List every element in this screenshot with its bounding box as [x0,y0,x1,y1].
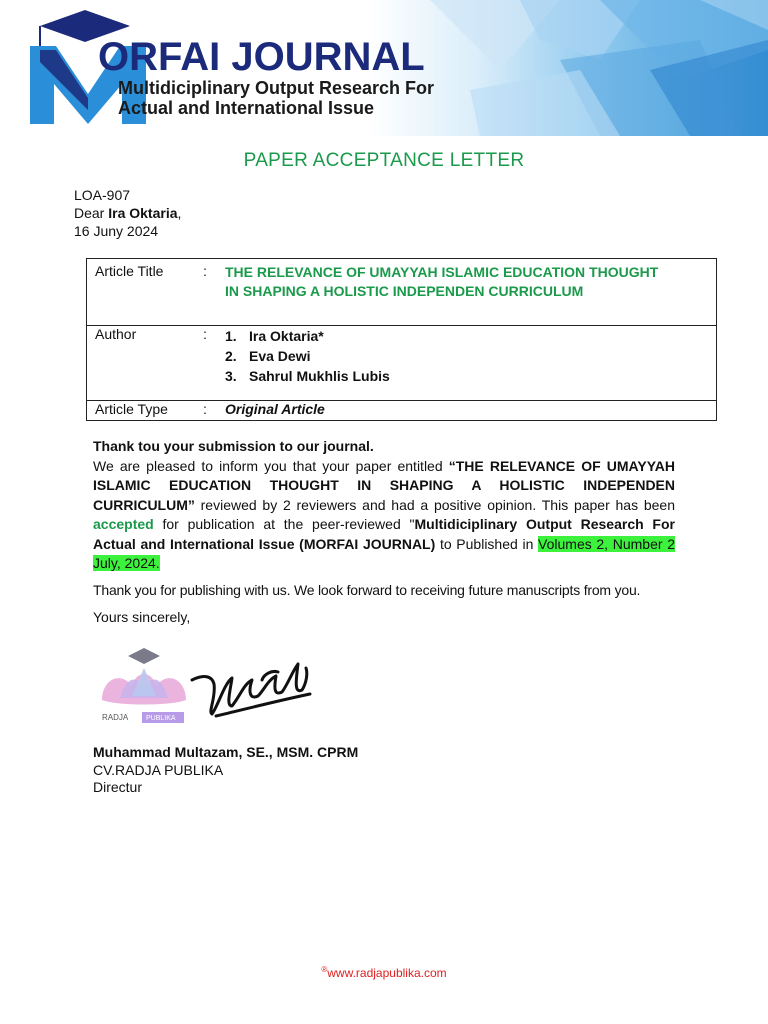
thanks-line: Thank tou your submission to our journal. [93,438,374,454]
colon: : [203,326,207,342]
signer-role: Directur [93,779,143,795]
author-name: Sahrul Mukhlis Lubis [249,368,390,384]
journal-name: ORFAI JOURNAL [98,35,425,79]
salutation-suffix: , [177,205,182,221]
article-type-row [87,401,717,421]
stamp-text-radja: RADJA [102,713,129,722]
author-name: Ira Oktaria* [249,328,324,344]
colon: : [203,401,207,417]
author-number: 1. [225,328,237,344]
closing-paragraph: Thank you for publishing with us. We look forward to receiving future manuscripts from you. [93,581,641,598]
footer-url[interactable]: www.radjapublika.com [327,966,447,980]
footer [0,965,768,980]
paragraph-text: to Published in [435,535,539,552]
author-row [87,326,717,401]
list-item [225,326,716,346]
author-list [225,326,716,386]
paragraph-text: reviewed by 2 reviewers and had a positive opinion. This paper has been [194,496,675,513]
radja-publika-stamp [102,648,186,723]
paragraph-text: We are pleased to inform you that your paper entitled [93,457,449,474]
paragraph-text: for publication at the peer-reviewed " [153,516,415,532]
article-title-line-2: IN SHAPING A HOLISTIC INDEPENDEN CURRICULUM [225,283,584,299]
volume-highlight: Volumes 2, Number 2 July, 2024. [93,535,675,571]
article-title-label: Article Title [95,263,164,279]
registered-mark: ® [321,965,328,974]
article-info-table [86,258,717,421]
article-title-line-1: THE RELEVANCE OF UMAYYAH ISLAMIC EDUCATION THOUGHT [225,264,659,280]
signer-block [93,744,358,797]
journal-subtitle-2: Actual and International Issue [118,98,375,118]
author-number: 3. [225,368,237,384]
journal-full-name: Multidiciplinary Output Research For Actual and International Issue (MORFAI JOURNAL) [93,516,675,552]
closing-salutation: Yours sincerely, [93,609,191,625]
signer-name: Muhammad Multazam, SE., MSM. CPRM [93,744,359,760]
morfai-logo [10,6,440,130]
letter-title: PAPER ACCEPTANCE LETTER [243,150,525,171]
article-type-label: Article Type [95,401,168,417]
article-title-row [87,259,717,326]
letter-reference: LOA-907 [74,187,131,203]
journal-subtitle-1: Multidiciplinary Output Research For [118,78,435,98]
letter-date: 16 Juny 2024 [74,223,159,239]
journal-banner [0,0,768,136]
colon: : [203,263,207,279]
recipient-name: Ira Oktaria [108,205,178,221]
author-name: Eva Dewi [249,348,311,364]
list-item [225,366,716,386]
letter-body [93,437,675,628]
accepted-word: accepted [93,516,154,532]
article-type-value: Original Article [225,401,325,417]
handwritten-signature [192,664,310,716]
signer-organization: CV.RADJA PUBLIKA [93,761,224,778]
author-number: 2. [225,348,237,364]
acceptance-paragraph [93,457,675,574]
salutation-prefix: Dear [74,205,109,221]
paper-title-quote: “THE RELEVANCE OF UMAYYAH ISLAMIC EDUCATION THOUGHT IN SHAPING A HOLISTIC INDEPENDEN CURRICULUM” [93,457,675,513]
stamp-and-signature [92,640,332,730]
salutation [74,204,181,222]
list-item [225,346,716,366]
stamp-text-publika: PUBLIKA [146,715,176,722]
letter-meta [74,186,181,240]
article-title-value [225,263,716,301]
author-label: Author [95,326,137,342]
